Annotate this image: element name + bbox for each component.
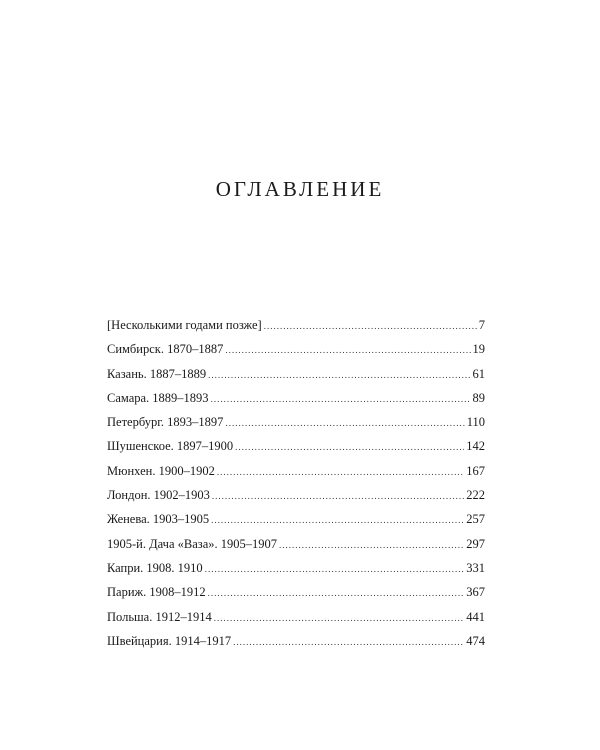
toc-entry-title: Польша. 1912–1914 [107,609,212,624]
toc-entry [107,342,485,366]
toc-leader-dots [211,394,471,404]
toc-entry-title: Лондон. 1902–1903 [107,488,210,503]
toc-entry-page: 297 [466,536,485,551]
toc-entry [107,464,485,488]
toc-entry-page: 222 [466,488,485,503]
toc-leader-dots [235,442,464,452]
toc-entry [107,488,485,512]
toc-leader-dots [233,637,464,647]
toc-entry-title: Самара. 1889–1893 [107,390,209,405]
toc-entry-page: 7 [478,318,485,332]
toc-leader-dots [225,418,464,428]
toc-entry-page: 257 [466,512,485,527]
toc-entry-title: Париж. 1908–1912 [107,585,206,600]
toc-leader-dots [217,467,464,477]
toc-leader-dots [264,321,477,331]
toc-entry [107,561,485,585]
toc-leader-dots [205,564,465,574]
toc-entry-title: Петербург. 1893–1897 [107,415,224,430]
page-title: ОГЛАВЛЕНИЕ [215,177,385,201]
toc-entry-page: 331 [466,560,485,575]
toc-entry-title: Швейцария. 1914–1917 [107,633,232,648]
toc-leader-dots [214,613,465,623]
toc-entry-page: 61 [472,366,485,381]
toc-entry-page: 441 [466,609,485,624]
toc-entry-title: [Несколькими годами позже] [107,318,262,332]
toc-entry [107,634,485,658]
toc-entry-page: 167 [466,463,485,478]
toc-entry-title: Мюнхен. 1900–1902 [107,463,215,478]
toc-entry-title: Казань. 1887–1889 [107,366,207,381]
toc-leader-dots [212,491,464,501]
toc-leader-dots [279,540,464,550]
toc-entry [107,585,485,609]
toc-entry-title: Симбирск. 1870–1887 [107,342,224,357]
toc-entry-title: Капри. 1908. 1910 [107,560,203,575]
toc-entry-page: 89 [472,390,485,405]
toc-entry-page: 474 [466,633,485,648]
toc-entry [107,318,485,342]
toc-entry-title: Женева. 1903–1905 [107,512,210,527]
toc-entry [107,610,485,634]
toc-entry [107,415,485,439]
toc-entry-title: 1905-й. Дача «Ваза». 1905–1907 [107,536,278,551]
toc-entry-page: 367 [466,585,485,600]
toc-entry [107,367,485,391]
toc-leader-dots [208,370,470,380]
toc-entry [107,512,485,536]
toc-leader-dots [225,345,470,355]
toc-entry-page: 19 [472,342,485,357]
toc-leader-dots [211,515,464,525]
toc-entry-title: Шушенское. 1897–1900 [107,439,234,454]
toc-entry [107,439,485,463]
toc-entry-page: 142 [466,439,485,454]
toc-entry [107,537,485,561]
toc-entry [107,391,485,415]
toc-leader-dots [208,588,465,598]
table-of-contents [107,318,485,658]
toc-entry-page: 110 [466,415,485,430]
